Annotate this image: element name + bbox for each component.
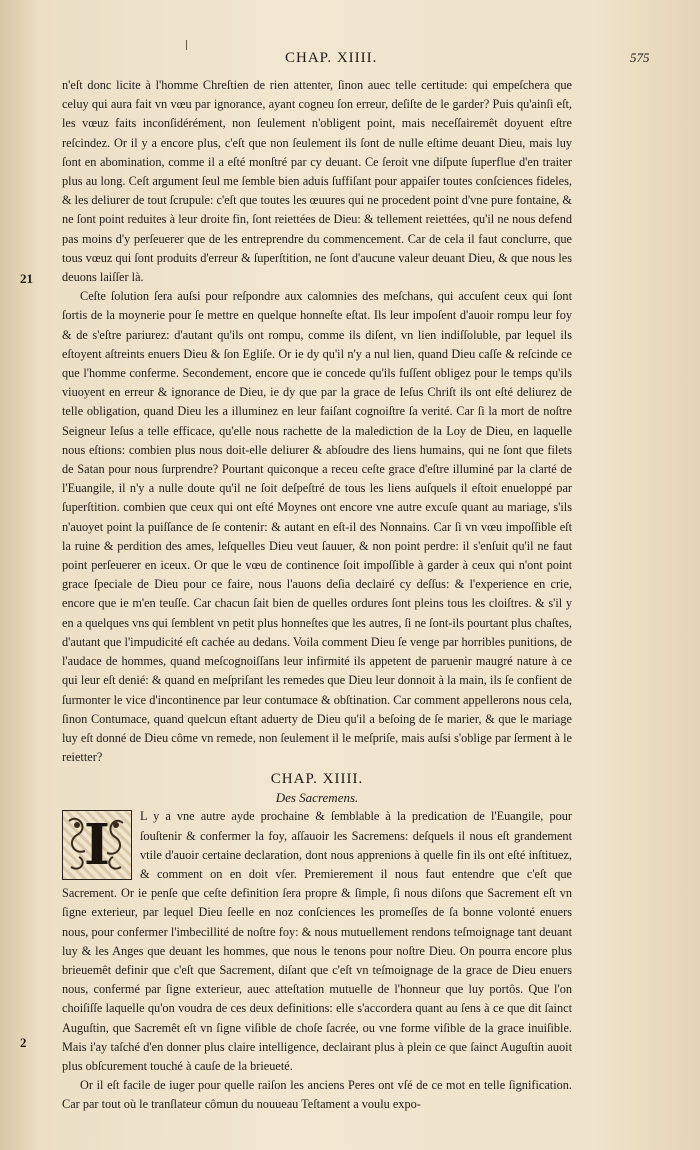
- margin-section-number: 21: [20, 271, 33, 286]
- text-block: [62, 76, 572, 1115]
- ink-mark: [186, 40, 187, 50]
- chapter-heading: CHAP. XIIII.: [270, 771, 364, 788]
- paragraph: Or il eſt facile de iuger pour quelle raiſon les anciens Peres ont vſé de ce mot en telle ſignification. Car par tout où le tranſlateur cômun du nouueau Teſtament a voulu expo-: [62, 1078, 572, 1112]
- margin-section-number: 2: [20, 1035, 27, 1050]
- chapter-opening: [62, 807, 572, 1076]
- decorated-initial: [62, 810, 132, 880]
- page-number: 575: [630, 50, 650, 65]
- initial-letter: I: [83, 811, 111, 878]
- running-chapter-title: CHAP. XIIII.: [285, 50, 378, 66]
- paragraph: n'eſt donc licite à l'homme Chreſtien de rien attenter, ſinon auec telle certitude: qui empeſchera que celuy qui aura fait vn vœu par ignorance, ayant cogneu ſon erreur, deſiſte de le garder? Puis qu'ainſi eſt, les vœuz faits inconſidérément, non ſeulement n'obligent point, mais neceſſairemêt doyuent eſtre reſcindez. Or il y a encore plus, c'eſt que non ſeulement ils ſont de nulle eſtime deuant Dieu, mais luy ſont en abomination, comme il a eſté monſtré par cy deuant. Ce ſeroit vne diſpute ſuperflue d'en traiter plus au long. Ceſt argument ſeul me ſemble bien aduis ſuffiſant pour appaiſer toutes conſciences fideles, & les deliurer de tout ſcrupule: c'eſt que toutes les œuures qui ne procedent point d'vne pure fontaine, & ne ſont point reduites à leur droite fin, ſont reiettées de Dieu: & tellement reiettées, qu'il ne nous defend pas moins d'y perſeuerer que de les entreprendre du commencement. Car de cela il faut conclurre, que tous vœuz qui ſont produits d'erreur & ſuperſtition, ne ſont d'aucune valeur deuant Dieu, & que nous les deuons laiſſer là.: [62, 78, 572, 285]
- paragraph: L y a vne autre ayde prochaine & ſemblable à la predication de l'Euangile, pour ſouſtenir & confermer la foy, aſſauoir les Sacremens: deſquels il nous eſt grandement vtile d'auoir certaine declaration, dont nous apprenions à quelle fin ils ont eſté inſtituez, & comment on en doit vſer. Premierement il nous faut entendre que c'eſt que Sacrement. Or ie penſe que ceſte definition ſera propre & ſimple, ſi nous diſons que Sacrement eſt vn ſigne exterieur, par lequel Dieu ſeelle en noz conſciences les promeſſes de ſa bonne volonté enuers nous, pour confermer l'imbecillité de noſtre foy: & nous mutuellement rendons teſmoignage tant deuant luy & les Anges que deuant les hommes, que nous le tenons pour noſtre Dieu. On pourra encore plus brieuemêt definir que c'eſt que Sacrement, diſant que c'eſt vn teſmoignage de la grace de Dieu enuers nous, confermé par ſigne exterieur, auec atteſtation mutuelle de l'honneur que luy portôs. Que l'on choiſiſſe laquelle qu'on voudra de ces deux definitions: elle s'accordera quant au ſens à ce que dit ſainct Auguſtin, que Sacremêt eſt vn ſigne viſible de choſe ſacrée, ou vne forme viſible de la grace inuiſible. Mais i'ay taſché d'en donner plus claire intelligence, declairant plus à plein ce que ſainct Auguſtin auoit plus obſcurement touché à cauſe de la brieueté.: [62, 809, 572, 1073]
- running-head: [0, 50, 700, 74]
- paragraph: Ceſte ſolution ſera auſsi pour reſpondre aux calomnies des meſchans, qui accuſent ceux qui ſont ſortis de la moynerie pour ſe mettre en quelque honneſte eſtat. Ils leur impoſent d'auoir rompu leur foy & de s'eſtre pariurez: d'autant qu'ils ont rompu, comme ils diſent, vn lien indiſſoluble, par lequel ils eſtoyent aſtreints enuers Dieu & ſon Egliſe. Or ie dy qu'il n'y a nul lien, quand Dieu caſſe & reſcinde ce que l'homme conferme. Secondement, encore que ie concede qu'ils fuſſent obligez pour le temps qu'ils viuoyent en erreur & ignorance de Dieu, ie dy que par la grace de Ieſus Chriſt ils ont eſté deliurez de telle obligation, quand Dieu les a illuminez en leur faiſant cognoiſtre ſa verité. Car ſi la mort de noſtre Seigneur Ieſus a telle efficace, qu'elle nous rachette de la malediction de la Loy de Dieu, en laquelle nous eſtions: combien plus nous doit-elle deliurer & abſoudre des liens humains, qui ne ſont que filets de Satan pour nous ſurprendre? Pourtant quiconque a receu ceſte grace d'eſtre illuminé par la clarté de l'Euangile, il n'y a nulle doute qu'il ne ſoit deſpeſtré de tous les liens auſquels il eſtoit enueloppé par ſuperſtition. combien que ceux qui ont eſté Moynes ont encore vne autre excuſe quant au mariage, s'ils n'auoyet point la puiſſance de ſe contenir: & autant en eſt-il des Nonnains. Car ſi vn vœu impoſſible eſt la ruine & perdition des ames, leſquelles Dieu veut ſauuer, & non point perdre: il s'enſuit qu'il ne faut point perſeuerer en iceux. Or que le vœu de continence ſoit impoſſible à garder à ceux qui n'ont point grace ſpeciale de Dieu pour ce faire, nous l'auons deſia declairé cy deſſus: & l'experience en crie, encore que ie m'en teuſſe. Car chacun ſait bien de quelles ordures ſont pleins tous les cloiſtres. & s'il y en a quelques vns qui ſemblent vn petit plus honneſtes que les autres, ſi ne ſont-ils pourtant plus chaſtes, d'autant que l'impudicité eſt cachée au dedans. Voila comment Dieu ſe venge par horribles punitions, de l'audace de hommes, quand meſcognoiſſans leur infirmité ils appetent de paruenir maugré nature à ce qui leur eſt denié: & quand en meſpriſant les remedes que Dieu leur donnoit à la main, ils ſe confient de ſurmonter le vice d'incontinence par leur contumace & obſtination. Car comment appellerons nous cela, ſinon Contumace, quand quelcun eſtant aduerty de Dieu qu'il a beſoing de ſe marier, & que le mariage luy eſt donné de Dieu côme vn remede, non ſeulement il le meſpriſe, mais auſsi s'oblige par ſerment à le reietter?: [62, 289, 572, 765]
- chapter-subtitle: Des Sacremens.: [275, 790, 359, 806]
